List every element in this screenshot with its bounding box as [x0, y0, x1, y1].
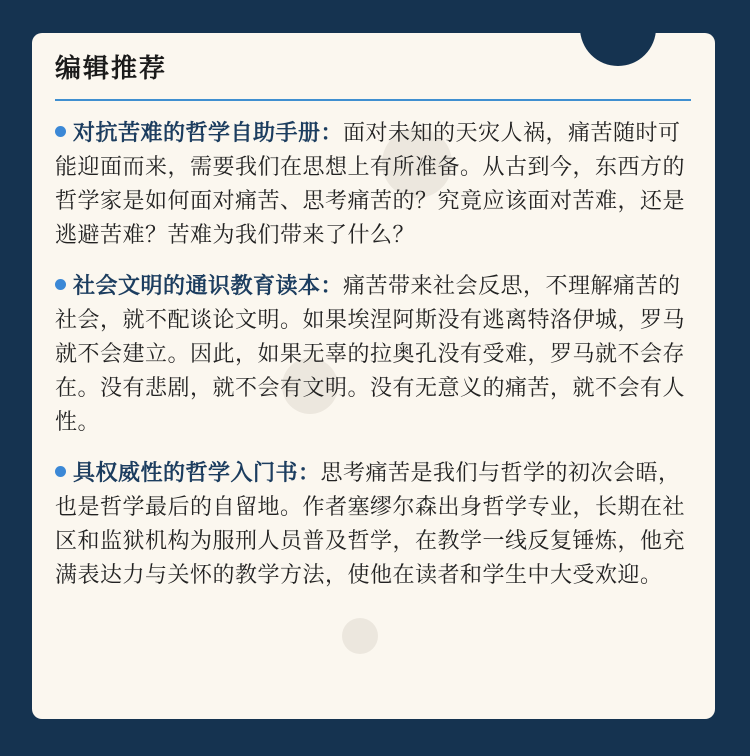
recommendation-list	[55, 117, 700, 610]
heading-divider	[55, 99, 691, 101]
card-notch-decoration	[580, 33, 656, 66]
section-heading: 编辑推荐	[55, 54, 168, 84]
bullet-dot-icon	[55, 126, 66, 137]
item-title: 社会文明的通识教育读本：	[73, 274, 344, 299]
recommendation-card	[32, 33, 715, 719]
item-title: 对抗苦难的哲学自助手册：	[73, 121, 344, 146]
item-title: 具权威性的哲学入门书：	[73, 461, 321, 486]
bullet-dot-icon	[55, 466, 66, 477]
item-body: 痛苦带来社会反思，不理解痛苦的社会，就不配谈论文明。如果埃涅阿斯没有逃离特洛伊城，罗马就不会建立。因此，如果无辜的拉奥孔没有受难，罗马就不会存在。没有悲剧，就不会有文明。没有无意义的痛苦，就不会有人性。	[55, 274, 686, 435]
item-body: 思考痛苦是我们与哲学的初次会晤，也是哲学最后的自留地。作者塞缪尔森出身哲学专业，长期在社区和监狱机构为服刑人员普及哲学，在教学一线反复锤炼，他充满表达力与关怀的教学方法，使他在读者和学生中大受欢迎。	[55, 461, 686, 588]
item-body: 面对未知的天灾人祸，痛苦随时可能迎面而来，需要我们在思想上有所准备。从古到今，东西方的哲学家是如何面对痛苦、思考痛苦的？究竟应该面对苦难，还是逃避苦难？苦难为我们带来了什么？	[55, 121, 686, 248]
background-circle-decoration	[342, 618, 378, 654]
recommendation-item	[55, 117, 700, 253]
bullet-dot-icon	[55, 279, 66, 290]
recommendation-item	[55, 270, 700, 440]
recommendation-item	[55, 457, 700, 593]
